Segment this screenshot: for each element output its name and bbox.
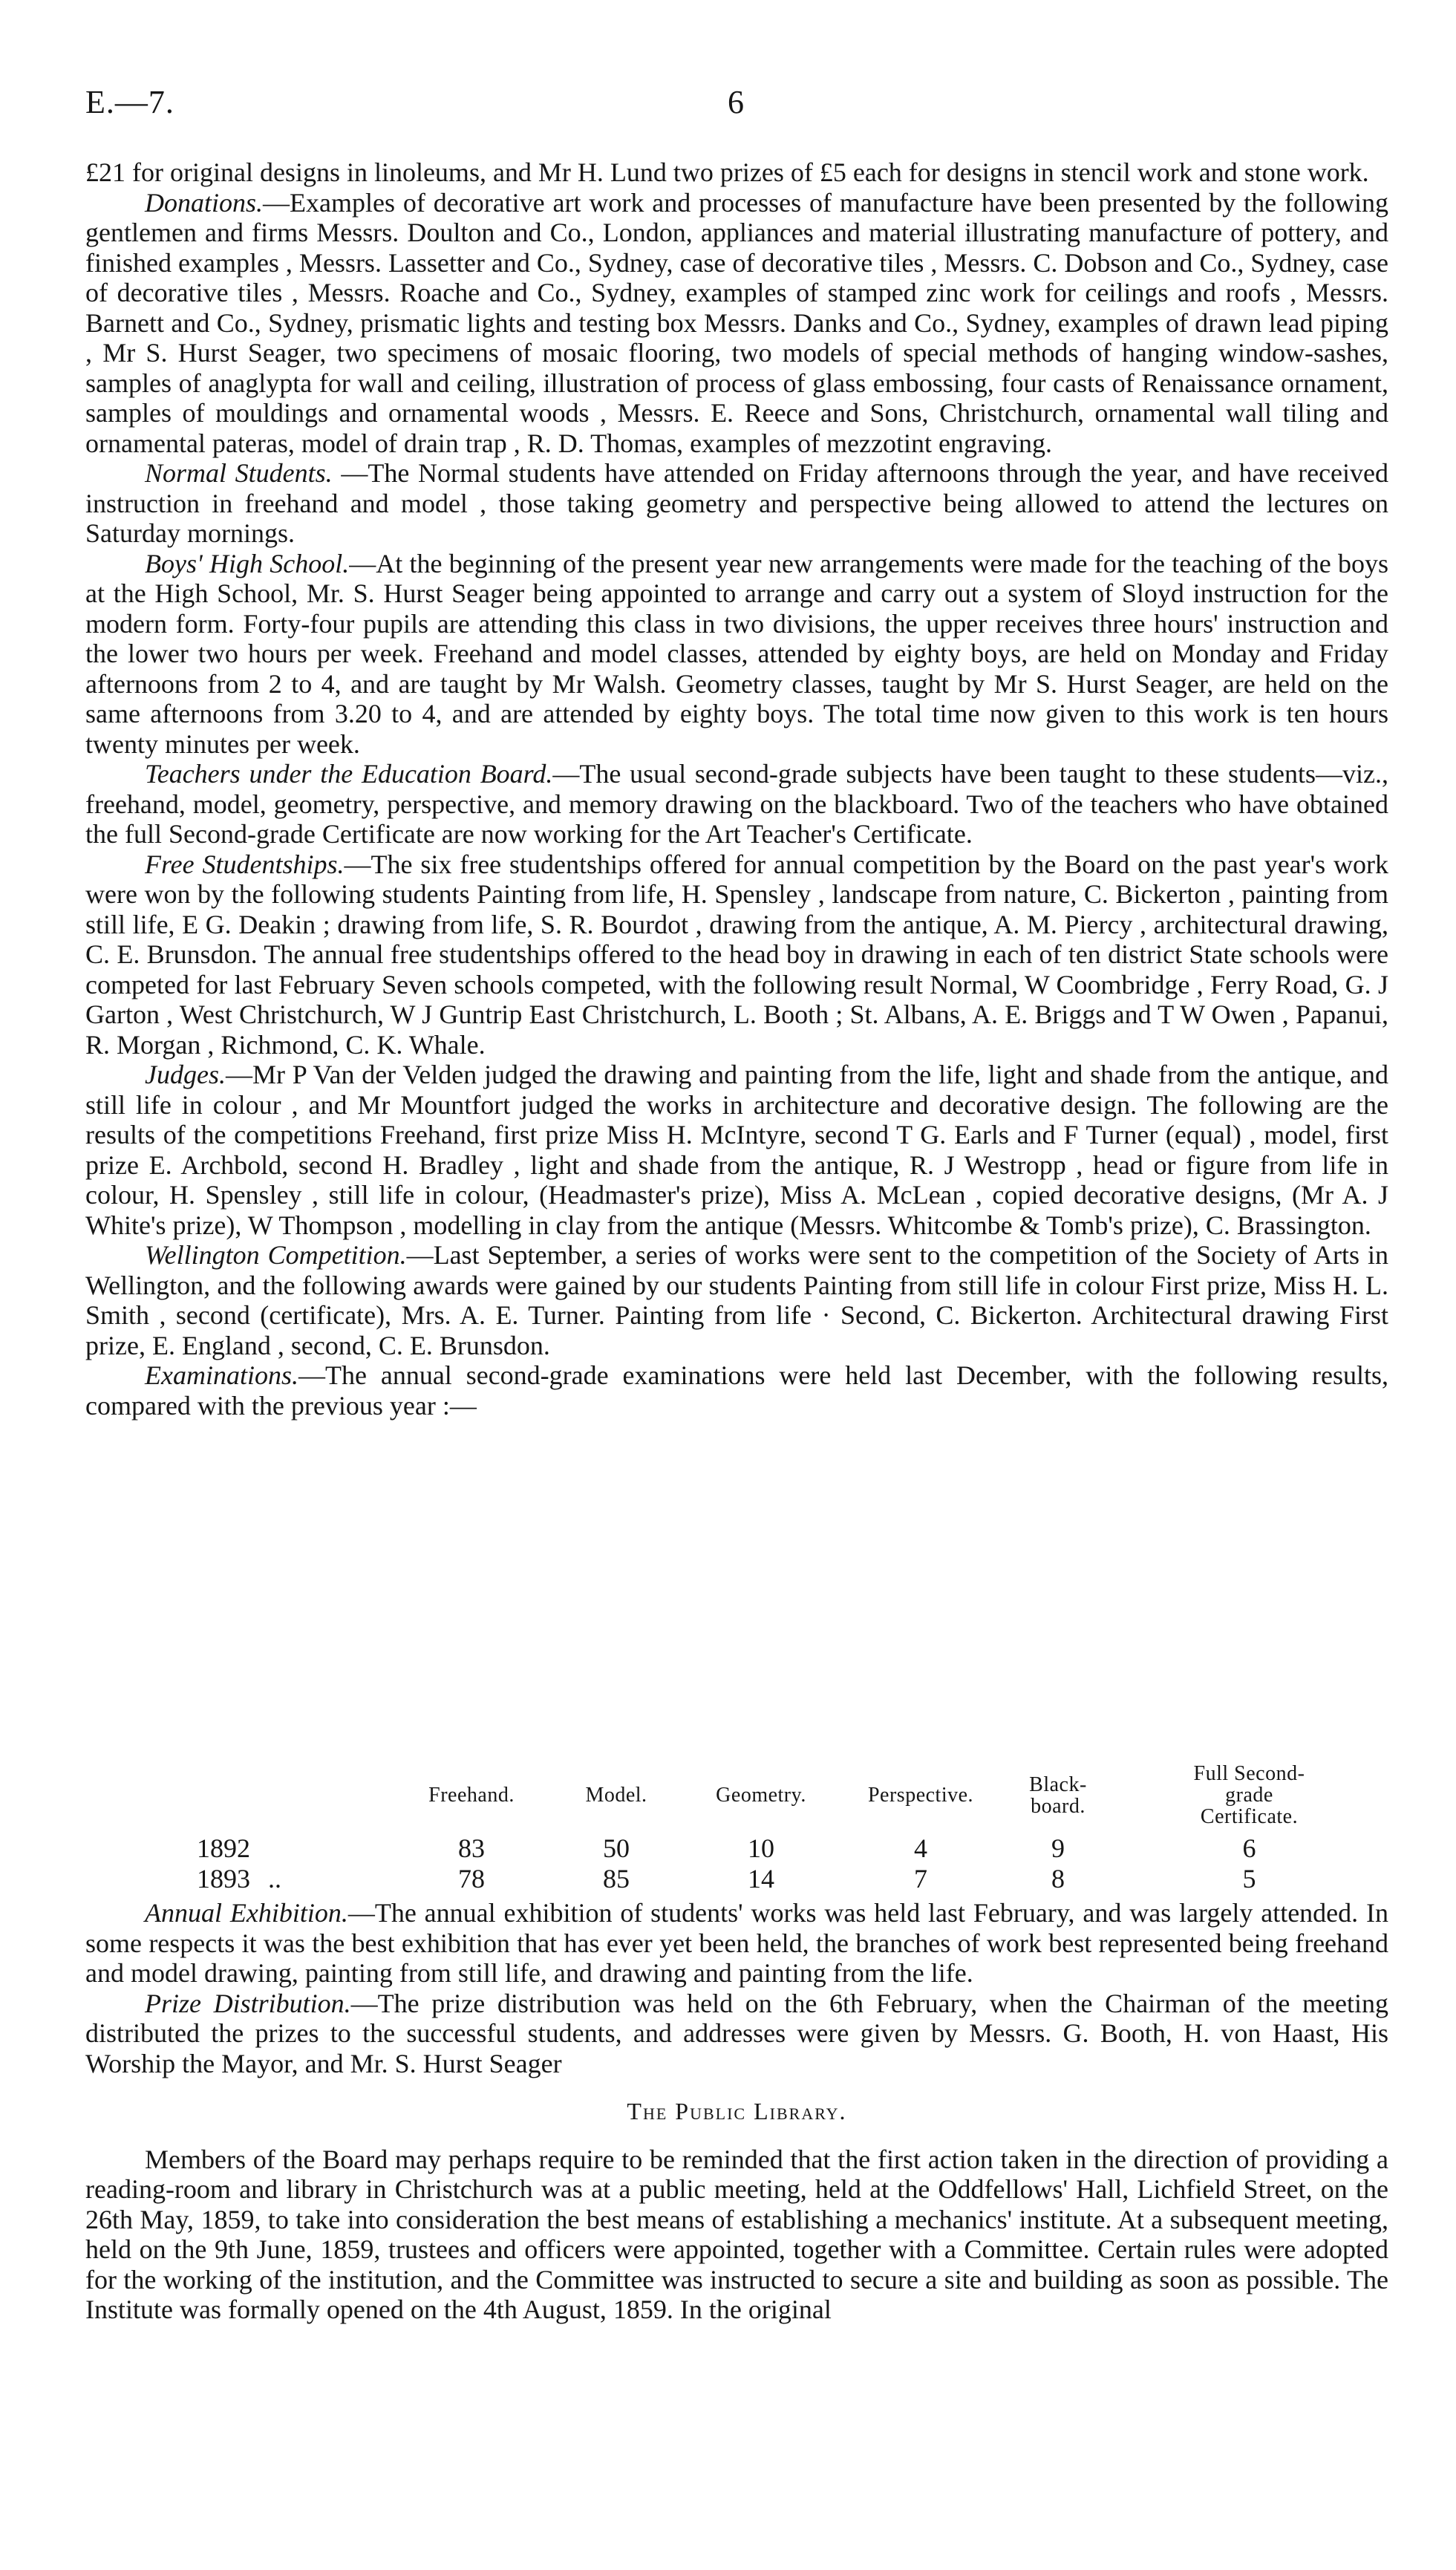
paragraph-annual-exhibition: Annual Exhibition.—The annual exhibition of students' works was held last February, and was largely attended. In some respects it was the best exhibition that has ever yet been held, the branches of work best represented being freehand and model drawing, painting from still life, and drawing and painting from the life. — [85, 1898, 1388, 1988]
table-header-model: Model. — [585, 1784, 647, 1807]
table-header-certificate: Full Second- grade Certificate. — [1193, 1762, 1305, 1828]
table-cell: 5 — [1242, 1864, 1256, 1894]
paragraph-linoleum-prizes: £21 for original designs in linoleums, and Mr H. Lund two prizes of £5 each for designs in stencil work and stone work. — [85, 157, 1369, 187]
table-cell: 85 — [603, 1864, 630, 1894]
table-header-perspective: Perspective. — [867, 1784, 974, 1807]
section-heading-public-library: The Public Library. — [627, 2098, 847, 2124]
paragraph-public-library: Members of the Board may perhaps require to be reminded that the first action taken in the direction of providing a reading-room and library in Christchurch was at a public meeting, held at the Oddfellows' Hall, Lichfield Street, on the 26th May, 1859, to take into consideration the best means of establishing a mechanics' institute. At a subsequent meeting, held on the 9th June, 1859, trustees and officers were appointed, together with a Committee. Certain rules were adopted for the working of the institution, and the Committee was instructed to secure a site and building as soon as possible. The Institute was formally opened on the 4th August, 1859. In the original — [85, 2144, 1388, 2324]
table-header-year — [85, 1763, 397, 1833]
table-row — [85, 1833, 1388, 1864]
paragraph-prize-distribution: Prize Distribution.—The prize distribution was held on the 6th February, when the Chairman of the meeting distributed the prizes to the successful students, and addresses were given by Messrs. G. Booth, H. von Haast, His Worship the Mayor, and Mr. S. Hurst Seager — [85, 1988, 1388, 2078]
table-row — [85, 1864, 1388, 1894]
table-header-geometry: Geometry. — [716, 1784, 806, 1807]
table-cell: 83 — [458, 1833, 485, 1863]
table-cell: 7 — [914, 1864, 927, 1894]
table-cell: 6 — [1242, 1833, 1256, 1863]
table-cell: 50 — [603, 1833, 630, 1863]
table-cell: 9 — [1051, 1833, 1065, 1863]
paragraph-free-studentships: Free Studentships.—The six free studentships offered for annual competition by the Board on the past year's work were won by the following students Painting from life, H. Spensley , landscape from nature, C. Bickerton , painting from still life, E G. Deakin ; drawing from life, S. R. Bourdot , drawing from the antique, A. M. Piercy , architectural drawing, C. E. Brunsdon. The annual free studentships offered to the head boy in drawing in each of ten district State schools were competed for last February Seven schools competed, with the following result Normal, W Coombridge , Ferry Road, G. J Garton , West Christchurch, W J Guntrip East Christchurch, L. Booth ; St. Albans, A. E. Briggs and T W Owen , Papanui, R. Morgan , Richmond, C. K. Whale. — [85, 849, 1388, 1060]
paragraph-examinations: Examinations.—The annual second-grade examinations were held last December, with the following results, compared with the previous year :— — [85, 1360, 1388, 1421]
table-cell: 10 — [748, 1833, 774, 1863]
table-cell-year: 1893 .. — [197, 1864, 281, 1894]
body-text-top — [85, 157, 1388, 1421]
paragraph-donations: Donations.—Examples of decorative art work and processes of manufacture have been presented by the following gentlemen and firms Messrs. Doulton and Co., London, appliances and material illustrating manufacture of pottery, and finished examples , Messrs. Lassetter and Co., Sydney, case of decorative tiles , Messrs. C. Dobson and Co., Sydney, case of decorative tiles , Messrs. Roache and Co., Sydney, examples of stamped zinc work for ceilings and roofs , Messrs. Barnett and Co., Sydney, prismatic lights and testing box Messrs. Danks and Co., Sydney, examples of drawn lead piping , Mr S. Hurst Seager, two specimens of mosaic flooring, two models of special methods of hanging window-sashes, samples of anaglypta for wall and ceiling, illustration of process of glass embossing, four casts of Renaissance ornament, samples of mouldings and ornamental woods , Messrs. E. Reece and Sons, Christchurch, ornamental wall tiling and ornamental pateras, model of drain trap , R. D. Thomas, examples of mezzotint engraving. — [85, 187, 1388, 458]
examination-results-table — [85, 1763, 1388, 1894]
table-header-row — [85, 1763, 1388, 1833]
table-cell: 4 — [914, 1833, 927, 1863]
table-cell-year: 1892 — [197, 1833, 250, 1863]
table-header-freehand: Freehand. — [428, 1784, 515, 1807]
table-header-blackboard: Black- board. — [1029, 1772, 1087, 1818]
table-cell: 8 — [1051, 1864, 1065, 1894]
paragraph-normal-students: Normal Students. —The Normal students have attended on Friday afternoons through the year, and have received instruction in freehand and model , those taking geometry and perspective being allowed to attend the lectures on Saturday mornings. — [85, 458, 1389, 548]
paragraph-judges: Judges.—Mr P Van der Velden judged the drawing and painting from the life, light and shade from the antique, and still life in colour , and Mr Mountfort judged the works in architecture and decorative design. The following are the results of the competitions Freehand, first prize Miss H. McIntyre, second T G. Earls and F Turner (equal) , model, first prize E. Archbold, second H. Bradley , light and shade from the antique, R. J Westropp , head or figure from life in colour, H. Spensley , still life in colour, (Headmaster's prize), Miss A. McLean , copied decorative designs, (Mr A. J White's prize), W Thompson , modelling in clay from the antique (Messrs. Whitcombe & Tomb's prize), C. Brassington. — [85, 1060, 1388, 1240]
page-reference: E.—7. — [85, 84, 174, 120]
table-cell: 14 — [748, 1864, 774, 1894]
paragraph-teachers: Teachers under the Education Board.—The usual second-grade subjects have been taught to these students—viz., freehand, model, geometry, perspective, and memory drawing on the blackboard. Two of the teachers who have obtained the full Second-grade Certificate are now working for the Art Teacher's Certificate. — [85, 759, 1388, 849]
table-cell: 78 — [458, 1864, 485, 1894]
paragraph-wellington-competition: Wellington Competition.—Last September, a series of works were sent to the competition of the Society of Arts in Wellington, and the following awards were gained by our students Painting from still life in colour First prize, Miss H. L. Smith , second (certificate), Mrs. A. E. Turner. Painting from life · Second, C. Bickerton. Architectural drawing First prize, E. England , second, C. E. Brunsdon. — [85, 1240, 1388, 1360]
paragraph-boys-high-school: Boys' High School.—At the beginning of the present year new arrangements were made for the teaching of the boys at the High School, Mr. S. Hurst Seager being appointed to arrange and carry out a system of Sloyd instruction for the modern form. Forty-four pupils are attending this class in two divisions, the upper receives three hours' instruction and the lower two hours per week. Freehand and model classes, attended by eighty boys, are held on Monday and Friday afternoons from 2 to 4, and are taught by Mr Walsh. Geometry classes, taught by Mr S. Hurst Seager, are held on the same afternoons from 3.20 to 4, and are attended by eighty boys. The total time now given to this work is ten hours twenty minutes per week. — [85, 548, 1388, 759]
body-text-bottom — [85, 1898, 1388, 2325]
page-number: 6 — [728, 84, 744, 120]
